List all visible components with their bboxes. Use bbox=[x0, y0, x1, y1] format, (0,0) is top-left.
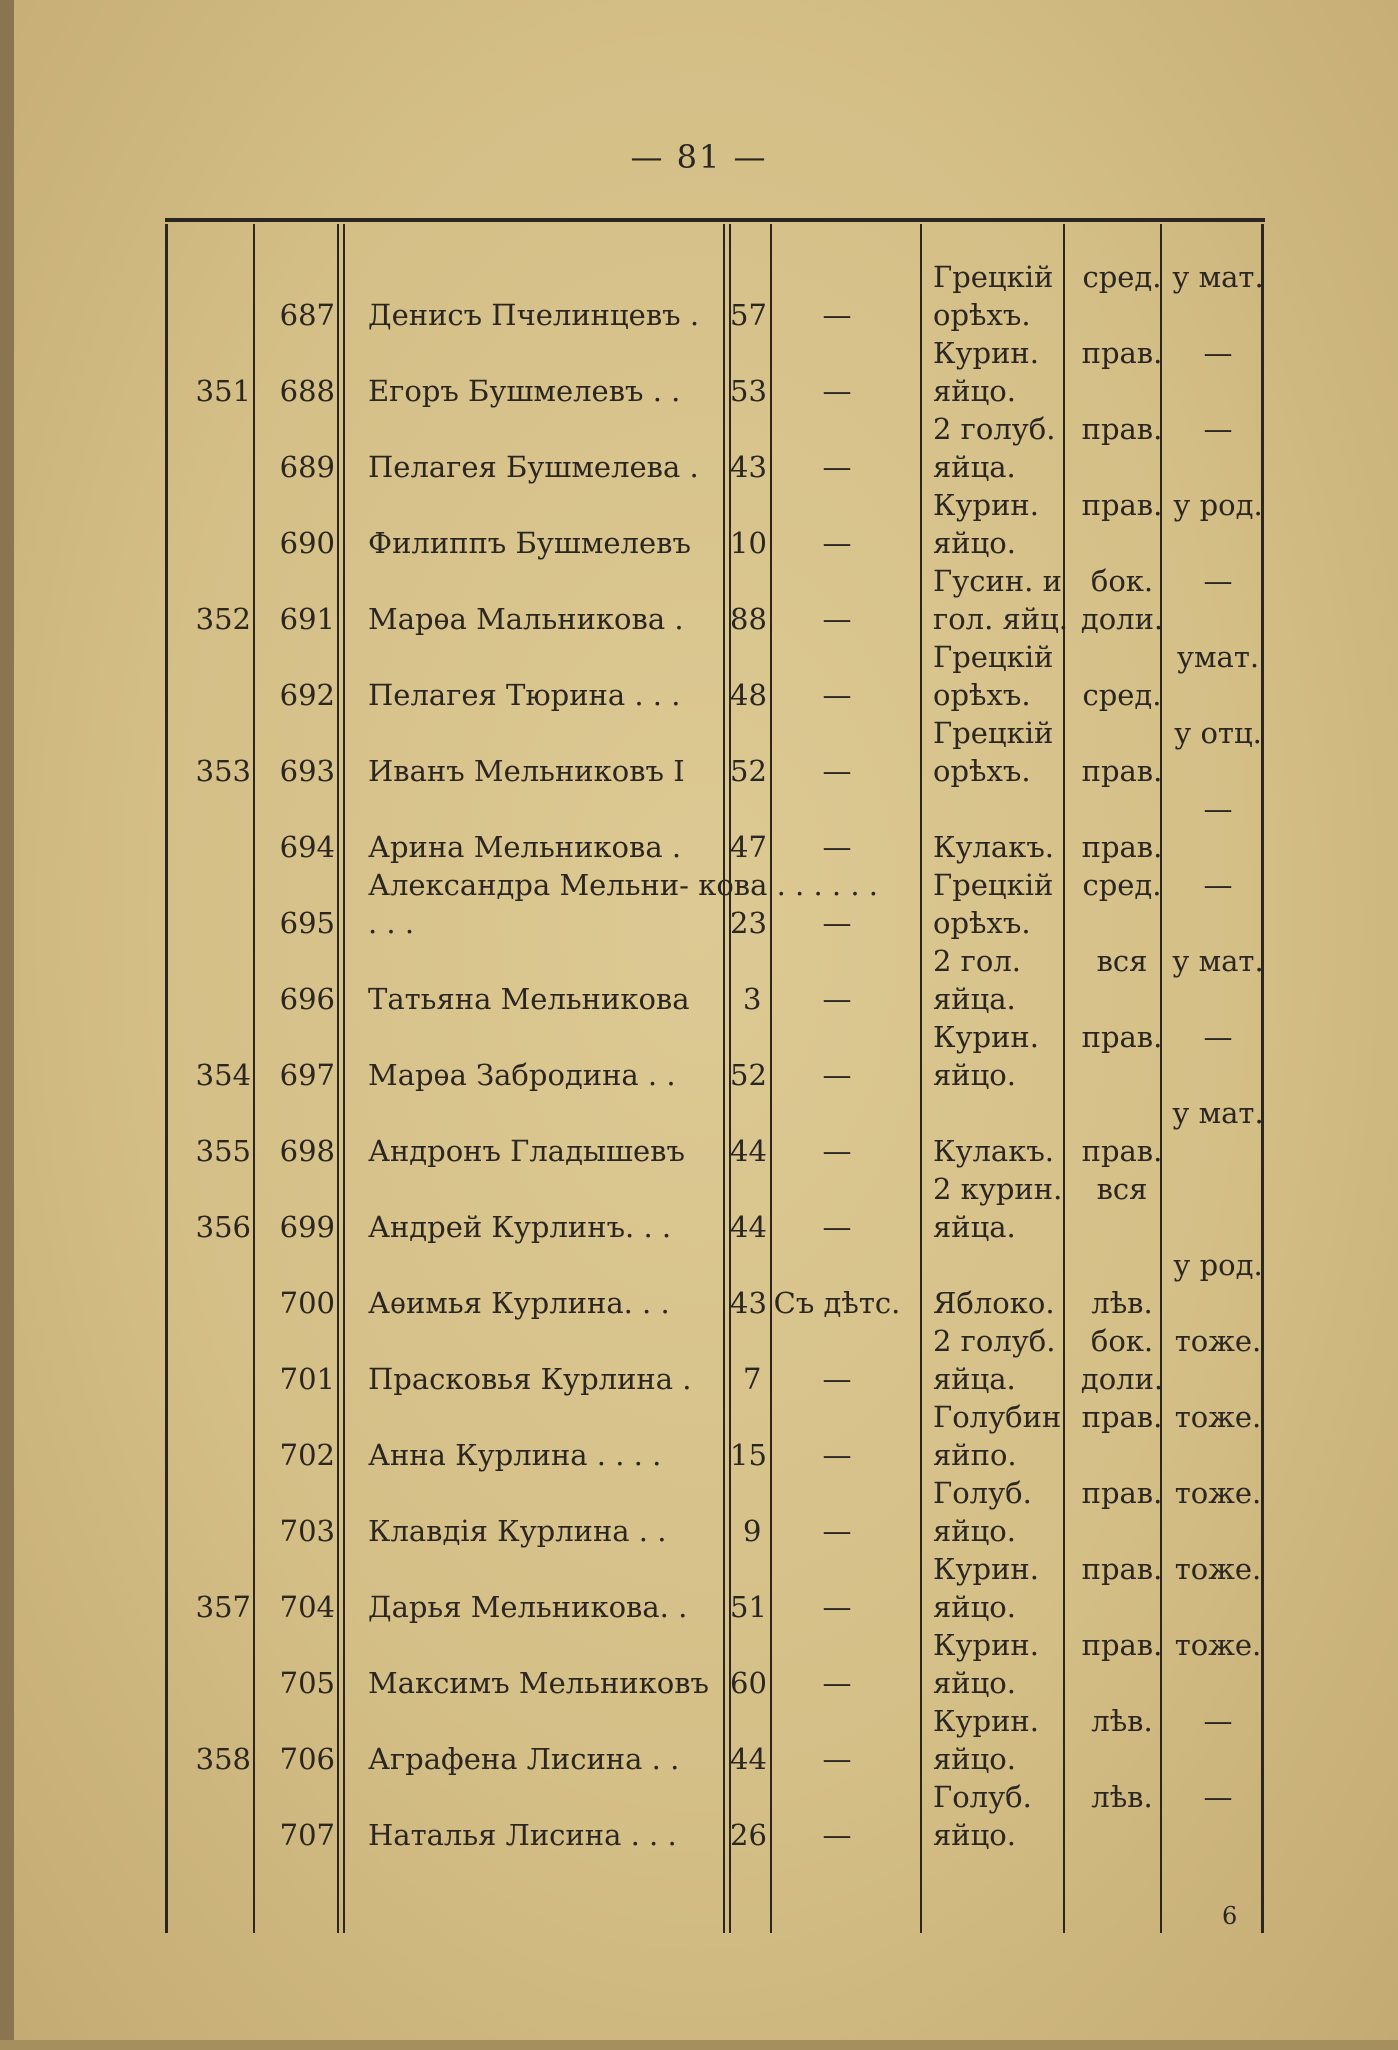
entry-number: 689 bbox=[279, 450, 335, 484]
goiter-side: сред. bbox=[1082, 678, 1162, 712]
illness-duration: — bbox=[822, 1590, 852, 1624]
page-left-edge bbox=[0, 0, 14, 2050]
heredity: у род. bbox=[1173, 488, 1263, 522]
person-name: Марѳа Забродина . . bbox=[368, 1058, 676, 1092]
heredity: тоже. bbox=[1174, 1400, 1262, 1434]
goiter-side: вся bbox=[1096, 1172, 1148, 1206]
table-row bbox=[165, 486, 1265, 562]
goiter-side: лѣв. bbox=[1091, 1780, 1153, 1814]
heredity: тоже. bbox=[1174, 1628, 1262, 1662]
table-row bbox=[165, 638, 1265, 714]
goiter-side: прав. bbox=[1081, 336, 1163, 370]
goiter-size: Гусин. и bbox=[933, 564, 1062, 598]
heredity: — bbox=[1203, 412, 1233, 446]
heredity: — bbox=[1203, 1020, 1233, 1054]
entry-number: 694 bbox=[279, 830, 335, 864]
age: 43 bbox=[730, 1286, 767, 1320]
goiter-size: 2 гол. bbox=[933, 944, 1021, 978]
illness-duration: — bbox=[822, 602, 852, 636]
person-name: Татьяна Мельникова bbox=[368, 982, 690, 1016]
table-row bbox=[165, 1094, 1265, 1170]
illness-duration: — bbox=[822, 906, 852, 940]
family-number: 358 bbox=[195, 1742, 251, 1776]
goiter-size: Грецкій bbox=[933, 640, 1054, 674]
person-name: Арина Мельникова . bbox=[368, 830, 682, 864]
illness-duration: — bbox=[822, 1666, 852, 1700]
family-number: 355 bbox=[195, 1134, 251, 1168]
table-top-rule bbox=[165, 218, 1265, 222]
illness-duration: — bbox=[822, 450, 852, 484]
goiter-side: бок. bbox=[1090, 564, 1154, 598]
entry-number: 700 bbox=[279, 1286, 335, 1320]
table-row bbox=[165, 714, 1265, 790]
illness-duration: — bbox=[822, 1134, 852, 1168]
person-name: Андрей Курлинъ. . . bbox=[368, 1210, 672, 1244]
age: 88 bbox=[730, 602, 767, 636]
page-number: — 81 — bbox=[630, 138, 768, 176]
age: 26 bbox=[730, 1818, 767, 1852]
illness-duration: — bbox=[822, 1210, 852, 1244]
illness-duration: — bbox=[822, 1058, 852, 1092]
goiter-size: Яблоко. bbox=[933, 1286, 1055, 1320]
illness-duration: — bbox=[822, 374, 852, 408]
goiter-side: доли. bbox=[1080, 1362, 1164, 1396]
goiter-size: 2 курин. bbox=[933, 1172, 1063, 1206]
goiter-size: орѣхъ. bbox=[933, 906, 1031, 940]
goiter-size: яйца. bbox=[933, 982, 1016, 1016]
goiter-size: Курин. bbox=[933, 1628, 1039, 1662]
age: 52 bbox=[730, 754, 767, 788]
goiter-side: прав. bbox=[1081, 1552, 1163, 1586]
heredity: тоже. bbox=[1174, 1552, 1262, 1586]
goiter-side: лѣв. bbox=[1091, 1704, 1153, 1738]
person-name: Андронъ Гладышевъ bbox=[368, 1134, 685, 1168]
goiter-side: прав. bbox=[1081, 1476, 1163, 1510]
entry-number: 691 bbox=[279, 602, 335, 636]
table-row bbox=[165, 1778, 1265, 1854]
goiter-size: яйца. bbox=[933, 1362, 1016, 1396]
table-row bbox=[165, 1474, 1265, 1550]
sheet-number: 6 bbox=[1222, 1902, 1238, 1930]
entry-number: 697 bbox=[279, 1058, 335, 1092]
goiter-side: прав. bbox=[1081, 1628, 1163, 1662]
person-name: Егоръ Бушмелевъ . . bbox=[368, 374, 681, 408]
age: 48 bbox=[730, 678, 767, 712]
goiter-size: Курин. bbox=[933, 336, 1039, 370]
person-name: Пелагея Тюрина . . . bbox=[368, 678, 681, 712]
goiter-size: яйцо. bbox=[933, 1742, 1016, 1776]
table-row bbox=[165, 1550, 1265, 1626]
person-name: Анна Курлина . . . . bbox=[368, 1438, 662, 1472]
age: 53 bbox=[730, 374, 767, 408]
entry-number: 698 bbox=[279, 1134, 335, 1168]
entry-number: 699 bbox=[279, 1210, 335, 1244]
entry-number: 703 bbox=[279, 1514, 335, 1548]
person-name: Аграфена Лисина . . bbox=[368, 1742, 680, 1776]
entry-number: 701 bbox=[279, 1362, 335, 1396]
goiter-size: Курин. bbox=[933, 488, 1039, 522]
goiter-size: Кулакъ. bbox=[933, 1134, 1055, 1168]
family-number: 352 bbox=[195, 602, 251, 636]
entry-number: 702 bbox=[279, 1438, 335, 1472]
illness-duration: — bbox=[822, 526, 852, 560]
goiter-size: яйцо. bbox=[933, 1818, 1016, 1852]
age: 52 bbox=[730, 1058, 767, 1092]
goiter-side: сред. bbox=[1082, 260, 1162, 294]
family-number: 354 bbox=[195, 1058, 251, 1092]
goiter-side: лѣв. bbox=[1091, 1286, 1153, 1320]
goiter-size: Курин. bbox=[933, 1704, 1039, 1738]
page-bottom-edge bbox=[0, 2040, 1398, 2050]
age: 44 bbox=[730, 1134, 767, 1168]
age: 51 bbox=[730, 1590, 767, 1624]
heredity: у мат. bbox=[1172, 1096, 1264, 1130]
person-name: Денисъ Пчелинцевъ . bbox=[368, 298, 700, 332]
age: 60 bbox=[730, 1666, 767, 1700]
heredity: умат. bbox=[1176, 640, 1260, 674]
goiter-size: 2 голуб. bbox=[933, 1324, 1056, 1358]
table-row bbox=[165, 1702, 1265, 1778]
register-table bbox=[165, 218, 1265, 1933]
goiter-size: орѣхъ. bbox=[933, 754, 1031, 788]
heredity: — bbox=[1203, 1704, 1233, 1738]
entry-number: 693 bbox=[279, 754, 335, 788]
family-number: 356 bbox=[195, 1210, 251, 1244]
goiter-size: Кулакъ. bbox=[933, 830, 1055, 864]
age: 10 bbox=[730, 526, 767, 560]
heredity: у мат. bbox=[1172, 260, 1264, 294]
table-row bbox=[165, 1398, 1265, 1474]
age: 23 bbox=[730, 906, 767, 940]
heredity: у отц. bbox=[1174, 716, 1262, 750]
person-name: Аѳимья Курлина. . . bbox=[368, 1286, 670, 1320]
goiter-size: Курин. bbox=[933, 1020, 1039, 1054]
goiter-size: орѣхъ. bbox=[933, 298, 1031, 332]
age: 47 bbox=[730, 830, 767, 864]
illness-duration: — bbox=[822, 1438, 852, 1472]
goiter-side: прав. bbox=[1081, 830, 1163, 864]
illness-duration: Съ дѣтс. bbox=[773, 1286, 901, 1320]
heredity: — bbox=[1203, 868, 1233, 902]
goiter-side: сред. bbox=[1082, 868, 1162, 902]
goiter-side: прав. bbox=[1081, 1400, 1163, 1434]
person-name: Марѳа Мальникова . bbox=[368, 602, 684, 636]
goiter-size: яйцо. bbox=[933, 1514, 1016, 1548]
table-row bbox=[165, 1322, 1265, 1398]
table-row bbox=[165, 562, 1265, 638]
table-row bbox=[165, 942, 1265, 1018]
entry-number: 690 bbox=[279, 526, 335, 560]
goiter-side: бок. bbox=[1090, 1324, 1154, 1358]
entry-number: 695 bbox=[279, 906, 335, 940]
entry-number: 707 bbox=[279, 1818, 335, 1852]
person-name: Филиппъ Бушмелевъ bbox=[368, 526, 691, 560]
table-row bbox=[165, 866, 1265, 942]
heredity: — bbox=[1203, 564, 1233, 598]
person-name: Александра Мельни- кова . . . . . . . . . bbox=[368, 868, 879, 940]
table-row bbox=[165, 1170, 1265, 1246]
heredity: у род. bbox=[1173, 1248, 1263, 1282]
entry-number: 692 bbox=[279, 678, 335, 712]
heredity: — bbox=[1203, 792, 1233, 826]
heredity: тоже. bbox=[1174, 1324, 1262, 1358]
goiter-size: яйцо. bbox=[933, 526, 1016, 560]
goiter-size: яйца. bbox=[933, 1210, 1016, 1244]
illness-duration: — bbox=[822, 1818, 852, 1852]
person-name: Дарья Мельникова. . bbox=[368, 1590, 688, 1624]
goiter-size: гол. яйц. bbox=[933, 602, 1069, 636]
entry-number: 704 bbox=[279, 1590, 335, 1624]
illness-duration: — bbox=[822, 982, 852, 1016]
goiter-side: прав. bbox=[1081, 1134, 1163, 1168]
age: 44 bbox=[730, 1210, 767, 1244]
heredity: — bbox=[1203, 336, 1233, 370]
goiter-size: яйцо. bbox=[933, 374, 1016, 408]
table-row bbox=[165, 1018, 1265, 1094]
goiter-size: яйцо. bbox=[933, 1666, 1016, 1700]
goiter-size: Голубин bbox=[933, 1400, 1062, 1434]
entry-number: 705 bbox=[279, 1666, 335, 1700]
goiter-size: Грецкій bbox=[933, 868, 1054, 902]
illness-duration: — bbox=[822, 754, 852, 788]
goiter-size: Грецкій bbox=[933, 716, 1054, 750]
illness-duration: — bbox=[822, 1514, 852, 1548]
goiter-side: прав. bbox=[1081, 488, 1163, 522]
heredity: — bbox=[1203, 1780, 1233, 1814]
goiter-size: Голуб. bbox=[933, 1780, 1032, 1814]
age: 3 bbox=[743, 982, 762, 1016]
table-row bbox=[165, 790, 1265, 866]
goiter-side: прав. bbox=[1081, 412, 1163, 446]
age: 44 bbox=[730, 1742, 767, 1776]
table-row bbox=[165, 410, 1265, 486]
age: 7 bbox=[743, 1362, 762, 1396]
goiter-size: орѣхъ. bbox=[933, 678, 1031, 712]
family-number: 357 bbox=[195, 1590, 251, 1624]
illness-duration: — bbox=[822, 298, 852, 332]
age: 57 bbox=[730, 298, 767, 332]
person-name: Максимъ Мельниковъ bbox=[368, 1666, 709, 1700]
goiter-size: яйпо. bbox=[933, 1438, 1017, 1472]
goiter-size: яйцо. bbox=[933, 1590, 1016, 1624]
person-name: Клавдія Курлина . . bbox=[368, 1514, 667, 1548]
heredity: у мат. bbox=[1172, 944, 1264, 978]
goiter-side: прав. bbox=[1081, 1020, 1163, 1054]
goiter-size: 2 голуб. bbox=[933, 412, 1056, 446]
goiter-size: яйцо. bbox=[933, 1058, 1016, 1092]
entry-number: 687 bbox=[279, 298, 335, 332]
illness-duration: — bbox=[822, 678, 852, 712]
entry-number: 696 bbox=[279, 982, 335, 1016]
entry-number: 688 bbox=[279, 374, 335, 408]
goiter-size: Курин. bbox=[933, 1552, 1039, 1586]
age: 43 bbox=[730, 450, 767, 484]
family-number: 351 bbox=[195, 374, 251, 408]
age: 15 bbox=[730, 1438, 767, 1472]
goiter-size: Грецкій bbox=[933, 260, 1054, 294]
person-name: Пелагея Бушмелева . bbox=[368, 450, 699, 484]
illness-duration: — bbox=[822, 1742, 852, 1776]
illness-duration: — bbox=[822, 830, 852, 864]
goiter-side: прав. bbox=[1081, 754, 1163, 788]
goiter-size: яйца. bbox=[933, 450, 1016, 484]
goiter-side: доли. bbox=[1080, 602, 1164, 636]
table-row bbox=[165, 1246, 1265, 1322]
age: 9 bbox=[743, 1514, 762, 1548]
family-number: 353 bbox=[195, 754, 251, 788]
entry-number: 706 bbox=[279, 1742, 335, 1776]
heredity: тоже. bbox=[1174, 1476, 1262, 1510]
person-name: Наталья Лисина . . . bbox=[368, 1818, 677, 1852]
table-row bbox=[165, 334, 1265, 410]
table-row bbox=[165, 1626, 1265, 1702]
goiter-size: Голуб. bbox=[933, 1476, 1032, 1510]
table-row bbox=[165, 258, 1265, 334]
goiter-side: вся bbox=[1096, 944, 1148, 978]
illness-duration: — bbox=[822, 1362, 852, 1396]
person-name: Иванъ Мельниковъ I bbox=[368, 754, 685, 788]
person-name: Прасковья Курлина . bbox=[368, 1362, 692, 1396]
